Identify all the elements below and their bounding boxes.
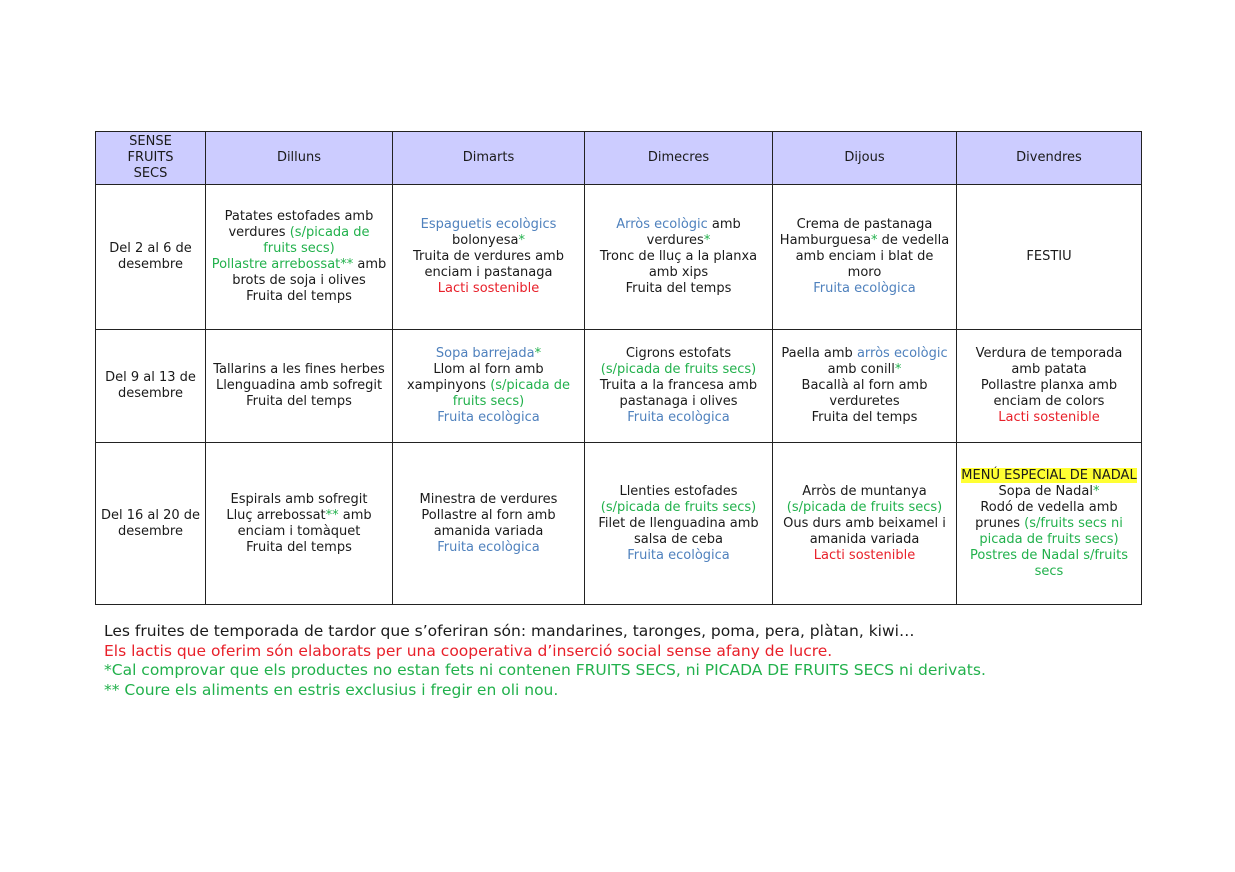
dish-text: Tronc de lluç a la planxa amb xips [599,249,758,280]
dish-line [397,249,580,281]
dish-text: Lacti sostenible [813,547,916,563]
dish-line [589,500,768,516]
dish-text: Filet de llenguadina amb salsa de ceba [598,515,759,547]
dish-text: * [894,362,902,377]
dish-line [777,516,952,548]
dish-text: Fruita del temps [246,394,352,409]
dish-line [397,410,580,426]
menu-table [95,131,1142,605]
menu-cell-wednesday [585,443,773,605]
dish-text: Verdura de temporada amb patata [975,346,1123,377]
menu-cell-thursday [773,330,957,443]
week-label: Del 16 al 20 de desembre [96,443,206,605]
dish-line [210,540,388,556]
dish-text: Llenguadina amb sofregit [215,378,383,393]
dish-text: MENÚ ESPECIAL DE NADAL [961,467,1137,483]
dish-line [210,362,388,378]
dish-line [961,468,1137,484]
menu-cell-thursday [773,443,957,605]
menu-cell-wednesday [585,330,773,443]
header-row [96,132,1142,185]
menu-cell-friday [957,185,1142,330]
dish-text: Hamburguesa [779,233,872,248]
dish-text: Cigrons estofats [625,346,732,361]
dish-line [777,410,952,426]
dish-text: Lacti sostenible [998,410,1100,425]
dish-text: Truita de verdures amb enciam i pastanaga [413,249,564,280]
menu-cell-tuesday [393,443,585,605]
dish-text: Fruita del temps [625,281,732,296]
dish-line [777,378,952,410]
dish-text: Fruita del temps [246,289,352,304]
dish-text: Postres de Nadal s/fruits secs [970,547,1128,579]
dish-line [397,362,580,410]
note-nut-check: *Cal comprovar que els productes no estan fets ni contenen FRUITS SECS, ni PICADA DE FRUITS SECS ni derivats. [104,661,986,679]
dish-text: (s/picada de fruits secs) [600,499,757,515]
week-row [96,443,1142,605]
dish-text: Crema de pastanaga [796,217,933,232]
week-row [96,330,1142,443]
week-row [96,185,1142,330]
dish-text: Fruita ecològica [437,539,540,555]
dish-line [777,484,952,500]
dish-line [210,209,388,257]
dish-line [777,500,952,516]
dish-line [589,548,768,564]
dish-text: Pollastre arrebossat** [211,257,354,272]
dish-line [777,281,952,297]
dish-line [961,410,1137,426]
dish-text: * [703,233,711,248]
header-day-friday: Divendres [957,132,1142,185]
dish-line [397,508,580,540]
dish-line [210,508,388,540]
menu-cell-monday [206,185,393,330]
dish-text: (s/picada de fruits secs) [263,225,370,256]
dish-line [397,281,580,297]
dish-line [210,257,388,289]
dish-line [961,249,1137,265]
dish-text: Paella amb [781,346,857,361]
dish-text: arròs ecològic [856,346,948,361]
dish-text: * [518,233,525,248]
dish-line [589,346,768,362]
dish-text: Fruita del temps [246,539,352,555]
menu-cell-friday [957,443,1142,605]
dish-text: Llenties estofades [619,483,738,499]
dish-text: * [534,346,542,361]
menu-cell-tuesday [393,330,585,443]
menu-cell-monday [206,443,393,605]
header-day-wednesday: Dimecres [585,132,773,185]
dish-text: Minestra de verdures [419,491,558,507]
dish-line [589,281,768,297]
header-day-tuesday: Dimarts [393,132,585,185]
dish-text: (s/picada de fruits secs) [452,378,571,409]
dish-text: Sopa de Nadal [998,483,1093,499]
dish-text: Tallarins a les fines herbes [213,362,385,377]
dish-line [397,540,580,556]
dish-line [397,346,580,362]
dish-line [589,217,768,249]
dish-text: Fruita ecològica [627,547,730,563]
dish-text: * [871,233,878,248]
dish-text: Fruita ecològica [437,410,540,425]
dish-text: Lacti sostenible [437,281,540,296]
dish-line [961,548,1137,580]
header-day-monday: Dilluns [206,132,393,185]
dish-line [777,346,952,378]
dish-text: Espaguetis ecològics [420,217,557,232]
dish-text: de vedella amb enciam i blat de moro [795,233,950,280]
header-corner: SENSE FRUITS SECS [96,132,206,185]
dish-text: amb conill [827,362,895,377]
dish-line [589,484,768,500]
menu-cell-friday [957,330,1142,443]
dish-line [589,362,768,378]
dish-text: (s/picada de fruits secs) [600,362,757,377]
dish-text: (s/picada de fruits secs) [786,499,943,515]
dish-line [397,492,580,508]
dish-line [777,233,952,281]
dish-line [210,378,388,394]
dish-text: Patates estofades amb verdures [224,209,374,240]
menu-cell-tuesday [393,185,585,330]
dish-text: Sopa barrejada [435,346,535,361]
note-cooking: ** Coure els aliments en estris exclusius i fregir en oli nou. [104,680,559,699]
dish-line [589,410,768,426]
dish-text: Pollastre al forn amb amanida variada [421,507,556,539]
dish-text: amb verdures [646,217,741,248]
dish-text: amb enciam i tomàquet [237,507,372,539]
dish-line [961,378,1137,410]
dish-text: Arròs de muntanya [802,483,927,499]
dish-line [210,394,388,410]
menu-cell-monday [206,330,393,443]
dish-line [589,516,768,548]
dish-text: Bacallà al forn amb verduretes [801,378,928,409]
note-season-fruits: Les fruites de temporada de tardor que s’oferiran són: mandarines, taronges, poma, pera, plàtan, kiwi… [104,622,915,640]
dish-text: Ous durs amb beixamel i amanida variada [783,515,946,547]
note-dairy: Els lactis que oferim són elaborats per una cooperativa d’inserció social sense afany de lucre. [104,641,833,660]
dish-line [777,548,952,564]
dish-line [589,378,768,410]
dish-line [397,217,580,249]
footnotes [104,622,986,700]
dish-text: amb brots de soja i olives [232,257,387,288]
dish-line [777,217,952,233]
dish-text: Fruita ecològica [627,410,730,425]
dish-line [589,249,768,281]
menu-cell-wednesday [585,185,773,330]
week-label: Del 9 al 13 de desembre [96,330,206,443]
dish-line [210,289,388,305]
dish-text: Fruita ecològica [813,281,916,296]
dish-text: Arròs ecològic [616,217,708,232]
dish-text: ** [325,507,339,523]
dish-text: Lluç arrebossat [226,507,326,523]
dish-text: (s/fruits secs ni picada de fruits secs) [979,515,1123,547]
dish-line [961,484,1137,500]
dish-text: Pollastre planxa amb enciam de colors [980,378,1118,409]
week-label: Del 2 al 6 de desembre [96,185,206,330]
dish-text: bolonyesa [452,233,519,248]
dish-text: FESTIU [1026,249,1072,264]
dish-text: Llom al forn amb xampinyons [406,362,544,393]
dish-text: Espirals amb sofregit [230,491,368,507]
dish-text: Rodó de vedella amb prunes [975,499,1118,531]
dish-text: Fruita del temps [811,410,918,425]
dish-line [961,500,1137,548]
dish-line [961,346,1137,378]
header-day-thursday: Dijous [773,132,957,185]
dish-text: * [1092,483,1100,499]
dish-text: Truita a la francesa amb pastanaga i olives [599,378,758,409]
dish-line [210,492,388,508]
menu-cell-thursday [773,185,957,330]
